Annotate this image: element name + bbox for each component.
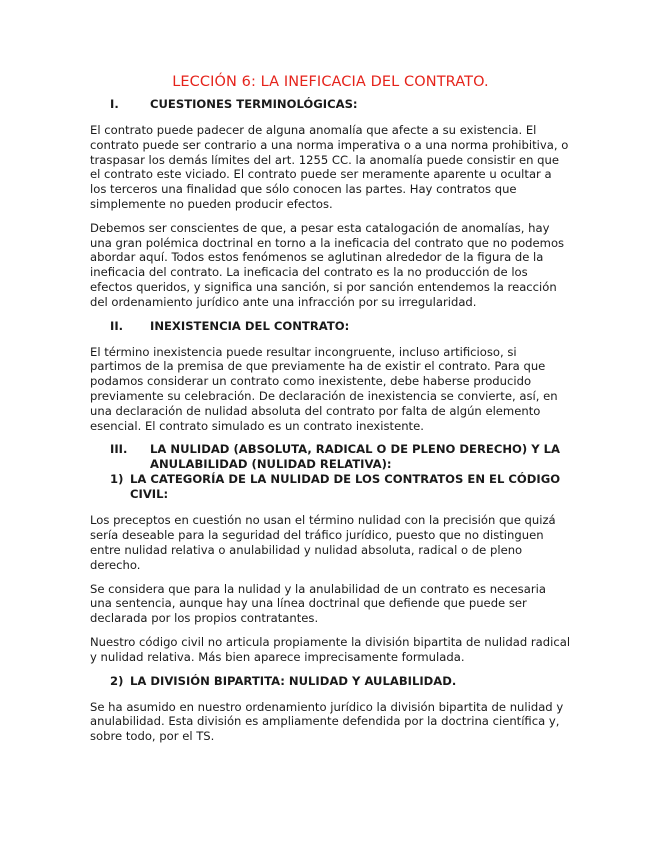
page-title: LECCIÓN 6: LA INEFICACIA DEL CONTRATO. bbox=[172, 74, 489, 90]
section-heading-3 bbox=[90, 442, 571, 472]
section-title: LA NULIDAD (ABSOLUTA, RADICAL O DE PLENO DERECHO) Y LA ANULABILIDAD (NULIDAD RELATIVA): bbox=[150, 442, 561, 472]
section-title: INEXISTENCIA DEL CONTRATO: bbox=[150, 318, 350, 333]
paragraph: El contrato puede padecer de alguna anomalía que afecte a su existencia. El contrato puede ser contrario a una norma imperativa o a una norma prohibitiva, o traspasar los demás límites del art. 1255 CC. la anomalía puede consistir en que el contrato este viciado. El contrato puede ser meramente aparente u ocultar a los terceros una finalidad que sólo conocen las partes. Hay contratos que simplemente no pueden producir efectos. bbox=[90, 123, 569, 211]
section-number: I. bbox=[110, 97, 119, 111]
subsection-number: 2) bbox=[110, 673, 124, 688]
section-heading-1 bbox=[90, 97, 571, 112]
subsection-heading-2 bbox=[90, 674, 571, 689]
paragraph: Nuestro código civil no articula propiamente la división bipartita de nulidad radical y nulidad relativa. Más bien aparece imprecisamente formulada. bbox=[90, 634, 571, 664]
subsection-title: LA DIVISIÓN BIPARTITA: NULIDAD Y AULABILIDAD. bbox=[130, 673, 457, 688]
subsection-heading-1 bbox=[90, 472, 571, 502]
section-number: II. bbox=[110, 318, 124, 333]
subsection-number: 1) bbox=[110, 472, 124, 487]
section-heading-2 bbox=[90, 319, 571, 334]
section-title: CUESTIONES TERMINOLÓGICAS: bbox=[150, 97, 358, 111]
paragraph: Se ha asumido en nuestro ordenamiento jurídico la división bipartita de nulidad y anulabilidad. Esta división es ampliamente defendida por la doctrina científica y, sobre todo, por el TS. bbox=[90, 699, 564, 744]
section-number: III. bbox=[110, 442, 128, 457]
subsection-title: LA CATEGORÍA DE LA NULIDAD DE LOS CONTRATOS EN EL CÓDIGO CIVIL: bbox=[130, 472, 561, 502]
paragraph: Debemos ser conscientes de que, a pesar esta catalogación de anomalías, hay una gran polémica doctrinal en torno a la ineficacia del contrato que no podemos abordar aquí. Todos estos fenómenos se aglutinan alrededor de la figura de la ineficacia del contrato. La ineficacia del contrato es la no producción de los efectos queridos, y significa una sanción, si por sanción entendemos la reacción del ordenamiento jurídico ante una infracción por su irregularidad. bbox=[90, 220, 565, 309]
paragraph: El término inexistencia puede resultar incongruente, incluso artificioso, si partimos de la premisa de que previamente ha de existir el contrato. Para que podamos considerar un contrato como inexistente, debe haberse producido previamente su celebración. De declaración de inexistencia se convierte, así, en una declaración de nulidad absoluta del contrato por falta de algún elemento esencial. El contrato simulado es un contrato inexistente. bbox=[90, 344, 558, 433]
paragraph: Se considera que para la nulidad y la anulabilidad de un contrato es necesaria una sentencia, aunque hay una línea doctrinal que defiende que puede ser declarada por los propios contratantes. bbox=[90, 581, 546, 626]
paragraph: Los preceptos en cuestión no usan el término nulidad con la precisión que quizá sería deseable para la seguridad del tráfico jurídico, puesto que no distinguen entre nulidad relativa o anulabilidad y nulidad absoluta, radical o de pleno derecho. bbox=[90, 513, 556, 572]
